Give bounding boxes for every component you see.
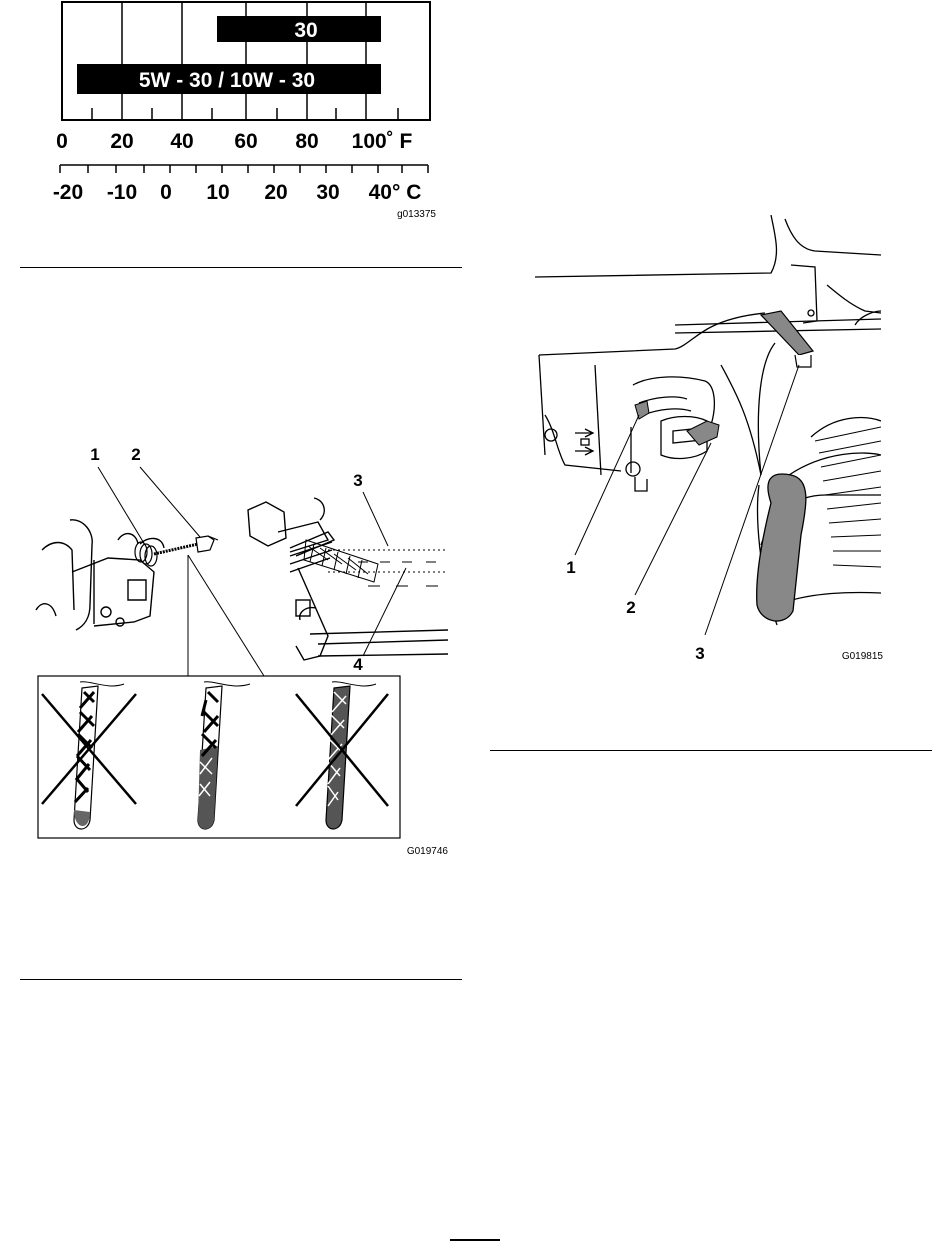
fuel-strap — [761, 311, 813, 355]
viscosity-bar-30-label: 30 — [294, 19, 318, 42]
callout-number: 1 — [90, 445, 100, 464]
figure-id: g013375 — [397, 209, 436, 220]
section-divider — [20, 979, 462, 980]
f-scale-label: 0 — [56, 130, 68, 153]
figure-id: G019746 — [406, 846, 448, 857]
choke-lever — [635, 401, 649, 419]
f-scale-label: 40 — [170, 130, 194, 153]
callout-number: 3 — [353, 471, 363, 490]
engine-controls-figure — [535, 215, 885, 665]
section-divider — [490, 750, 932, 751]
recoil-fins-drawing — [815, 427, 881, 567]
callout-number: 1 — [566, 558, 576, 577]
engine-housing-drawing — [36, 520, 164, 630]
c-scale-label: 0 — [160, 181, 172, 204]
c-scale-label: -20 — [52, 181, 84, 204]
figure-id: G019815 — [841, 651, 883, 662]
dipstick-crosshatch — [304, 540, 378, 582]
dipstick-sample-overfilled — [74, 682, 124, 829]
dipstick-figure — [28, 440, 453, 860]
callout-number: 2 — [131, 445, 141, 464]
viscosity-bar-5w30-label: 5W - 30 / 10W - 30 — [138, 69, 316, 92]
c-scale-label: 30 — [316, 181, 340, 204]
dipstick-sample-underfilled — [326, 682, 376, 829]
c-scale-label: 10 — [206, 181, 230, 204]
f-scale-label: 60 — [234, 130, 258, 153]
f-scale-label: 100˚ F — [351, 130, 413, 153]
dipstick-spring-drawing — [135, 536, 218, 566]
callout-number: 2 — [626, 598, 636, 617]
c-scale-label: 40° C — [368, 181, 422, 204]
f-scale-label: 20 — [110, 130, 134, 153]
f-scale-label: 80 — [295, 130, 319, 153]
page-footer-rule — [450, 1239, 500, 1241]
c-scale-label: 20 — [264, 181, 288, 204]
section-divider — [20, 267, 462, 268]
dipstick-tube-drawing — [248, 498, 448, 660]
callout-number: 4 — [353, 655, 363, 674]
dipstick-sample-correct — [198, 682, 250, 829]
callout-number: 3 — [695, 644, 705, 663]
c-scale-label: -10 — [106, 181, 138, 204]
oil-viscosity-chart — [40, 0, 440, 225]
